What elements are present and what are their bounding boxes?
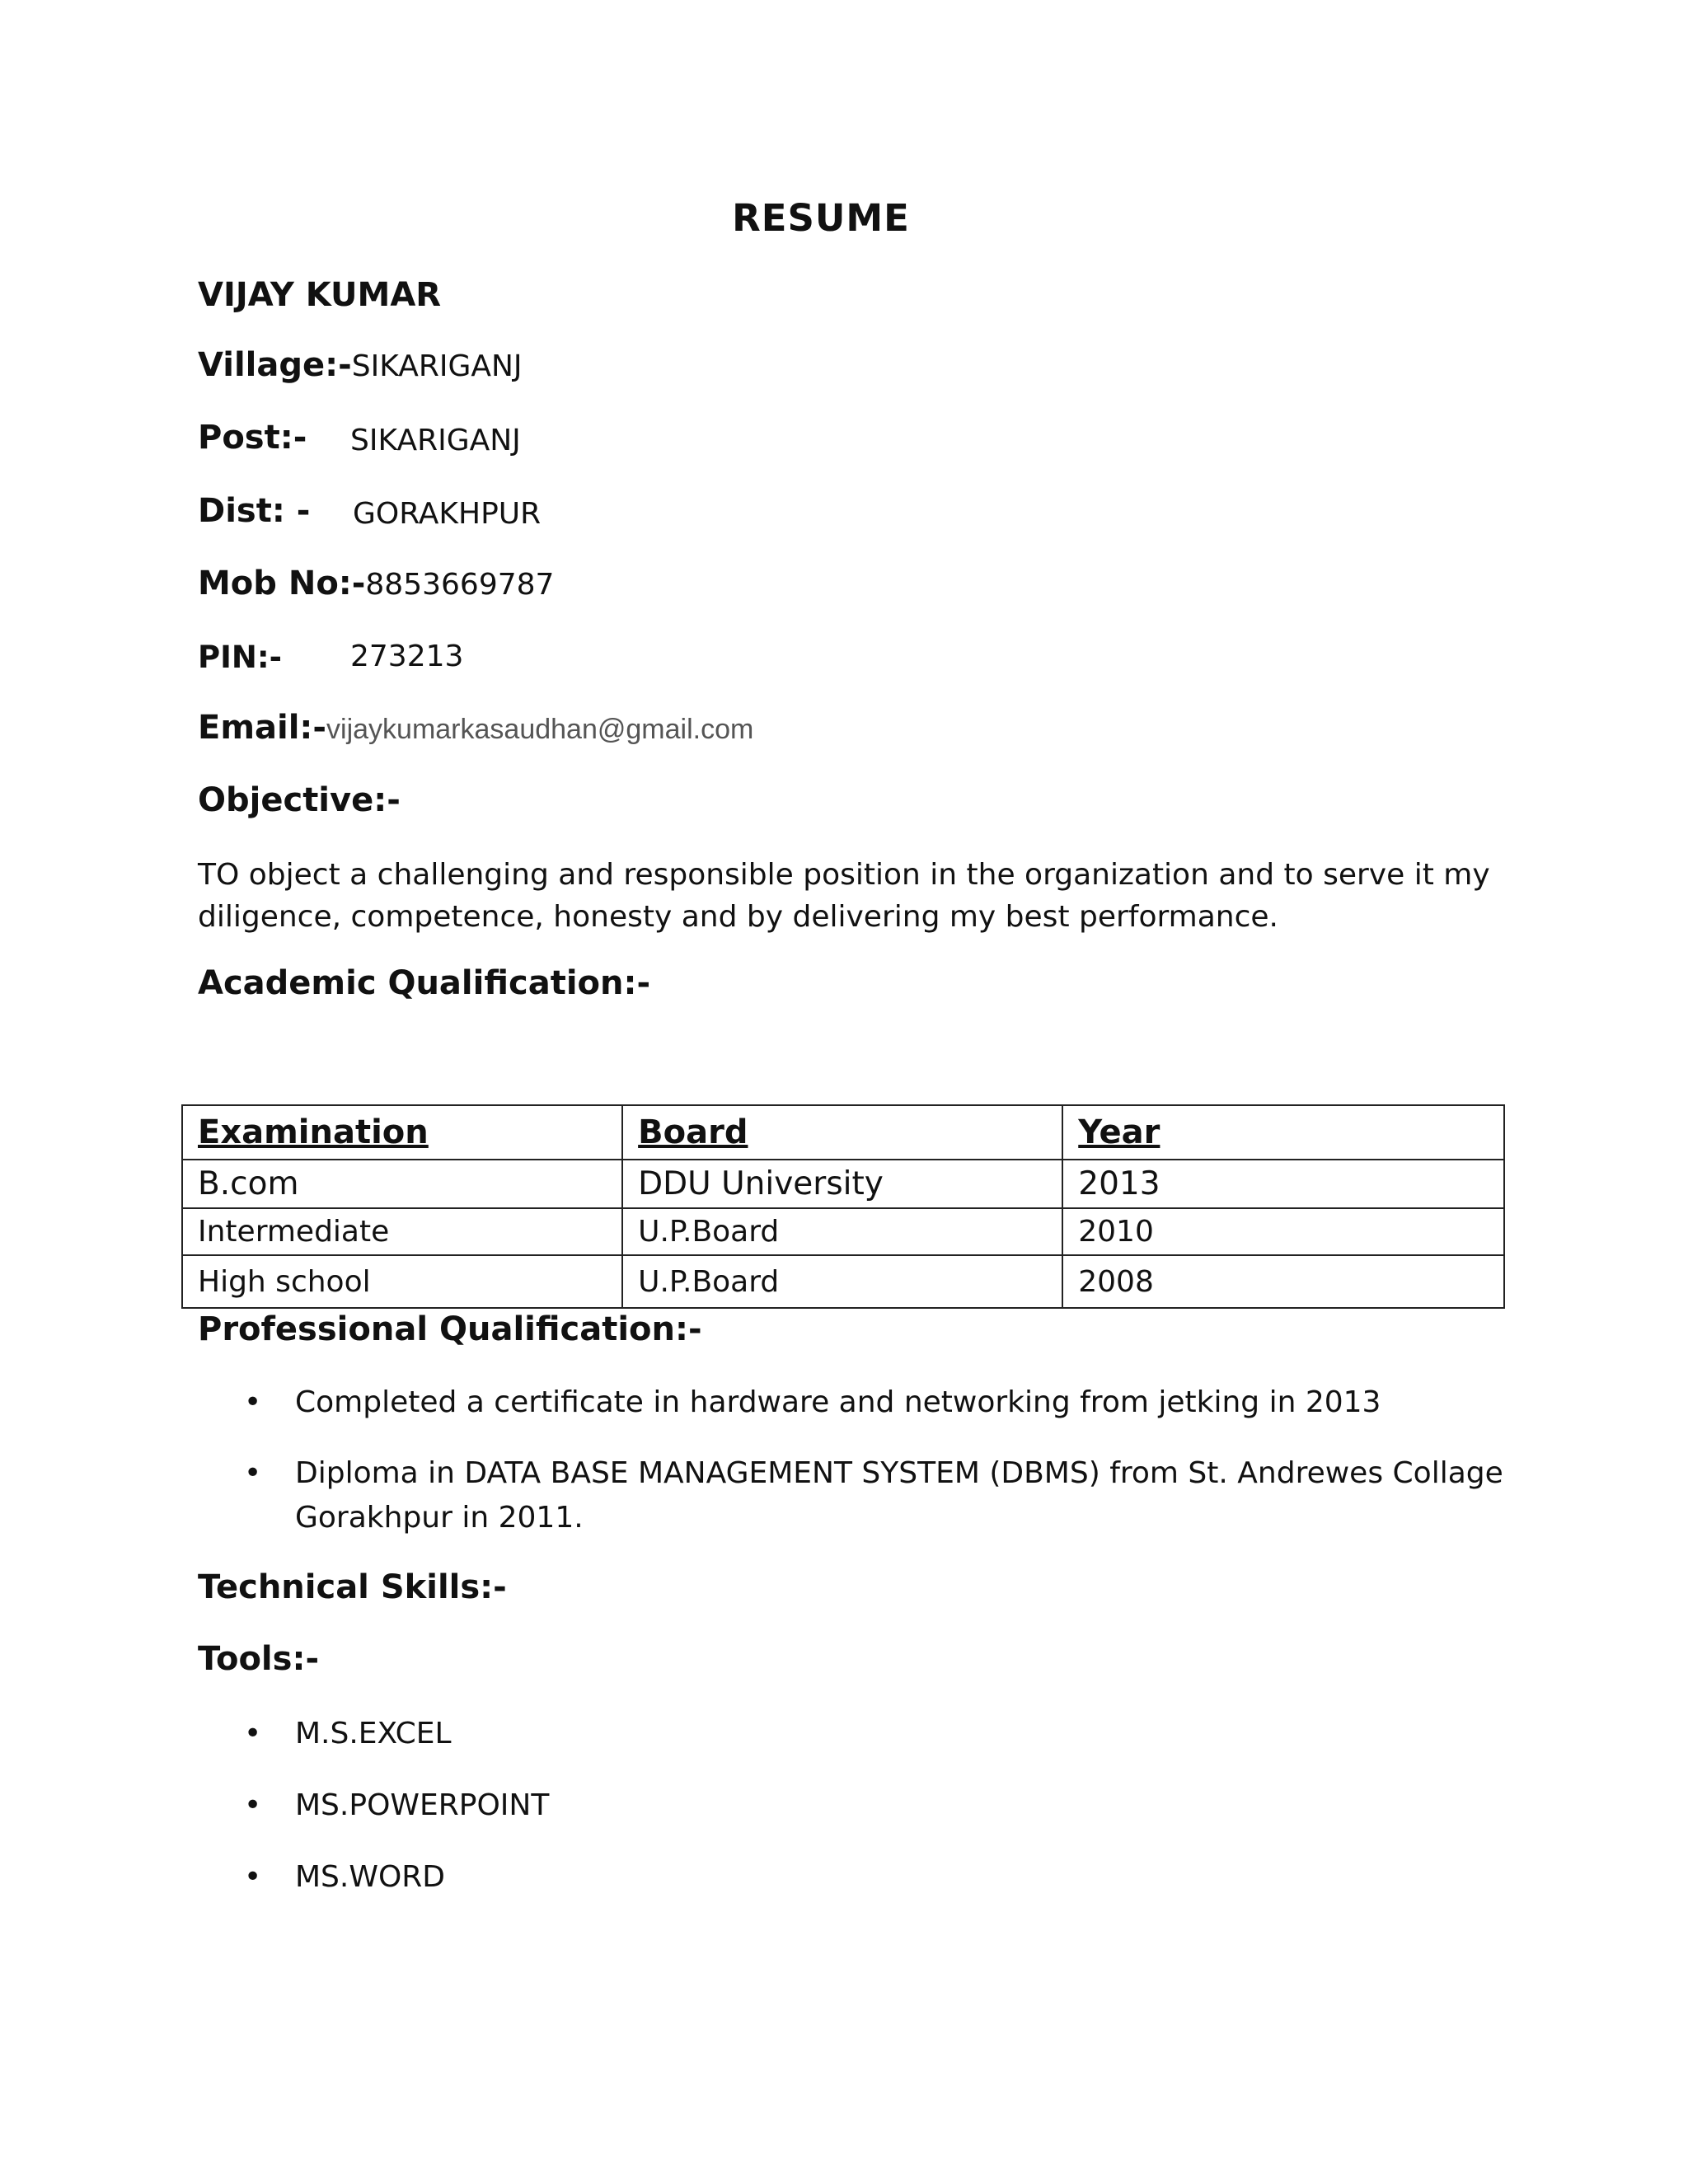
pin-label: PIN:- bbox=[198, 640, 283, 675]
list-item-text: Diploma in DATA BASE MANAGEMENT SYSTEM (DBMS) from St. Andrewes Collage Gorakhpur in 2011. bbox=[295, 1456, 1503, 1535]
table-cell: DDU University bbox=[622, 1160, 1062, 1208]
list-item-text: MS.WORD bbox=[295, 1860, 446, 1894]
bullet-icon: • bbox=[244, 1717, 262, 1750]
email-label: Email:- bbox=[198, 709, 327, 747]
list-item bbox=[198, 1855, 549, 1900]
bullet-icon: • bbox=[244, 1860, 262, 1894]
list-item-text: M.S.EXCEL bbox=[295, 1717, 452, 1750]
pin-line bbox=[198, 640, 282, 675]
mobile-value: 8853669787 bbox=[365, 568, 555, 602]
bullet-icon: • bbox=[244, 1456, 262, 1490]
table-header-row bbox=[182, 1105, 1504, 1160]
table-row bbox=[182, 1208, 1504, 1255]
list-item-text: MS.POWERPOINT bbox=[295, 1788, 550, 1822]
village-value: SIKARIGANJ bbox=[351, 349, 523, 383]
technical-skills-heading: Technical Skills:- bbox=[198, 1568, 507, 1606]
post-label: Post:- bbox=[198, 419, 307, 457]
table-cell: B.com bbox=[182, 1160, 622, 1208]
mobile-label: Mob No:- bbox=[198, 565, 366, 602]
list-item bbox=[198, 1451, 1533, 1540]
column-header-board: Board bbox=[622, 1105, 1062, 1160]
objective-text: TO object a challenging and responsible position in the organization and to serve it my diligence, competence, honesty and by delivering my best performance. bbox=[198, 858, 1490, 934]
village-line bbox=[198, 346, 523, 384]
post-line bbox=[198, 419, 307, 457]
list-item bbox=[198, 1712, 549, 1756]
table-row bbox=[182, 1160, 1504, 1208]
list-item-text: Completed a certificate in hardware and networking from jetking in 2013 bbox=[295, 1385, 1381, 1419]
page-title: RESUME bbox=[732, 196, 910, 240]
mobile-line bbox=[198, 565, 554, 602]
table-cell: 2010 bbox=[1062, 1208, 1504, 1255]
academic-heading: Academic Qualification:- bbox=[198, 964, 651, 1002]
column-header-examination: Examination bbox=[182, 1105, 622, 1160]
email-line bbox=[198, 709, 753, 747]
candidate-name: VIJAY KUMAR bbox=[198, 276, 442, 314]
dist-line bbox=[198, 492, 310, 530]
column-header-year: Year bbox=[1062, 1105, 1504, 1160]
table-cell: High school bbox=[182, 1255, 622, 1308]
table-cell: 2008 bbox=[1062, 1255, 1504, 1308]
bullet-icon: • bbox=[244, 1788, 262, 1822]
table-cell: U.P.Board bbox=[622, 1208, 1062, 1255]
tools-list bbox=[198, 1712, 549, 1900]
village-label: Village:- bbox=[198, 346, 352, 384]
list-item bbox=[198, 1783, 549, 1828]
post-value: SIKARIGANJ bbox=[350, 424, 521, 457]
professional-heading: Professional Qualification:- bbox=[198, 1310, 702, 1348]
dist-value: GORAKHPUR bbox=[353, 497, 542, 531]
table-row bbox=[182, 1255, 1504, 1308]
email-value: vijaykumarkasaudhan@gmail.com bbox=[326, 714, 754, 745]
list-item bbox=[198, 1380, 1533, 1425]
table-cell: U.P.Board bbox=[622, 1255, 1062, 1308]
pin-value: 273213 bbox=[350, 640, 464, 673]
tools-heading: Tools:- bbox=[198, 1640, 320, 1678]
bullet-icon: • bbox=[244, 1385, 262, 1419]
dist-label: Dist: - bbox=[198, 492, 311, 530]
professional-list bbox=[198, 1380, 1533, 1540]
objective-heading: Objective:- bbox=[198, 781, 401, 819]
table-cell: 2013 bbox=[1062, 1160, 1504, 1208]
table-cell: Intermediate bbox=[182, 1208, 622, 1255]
academic-table bbox=[181, 1104, 1505, 1309]
